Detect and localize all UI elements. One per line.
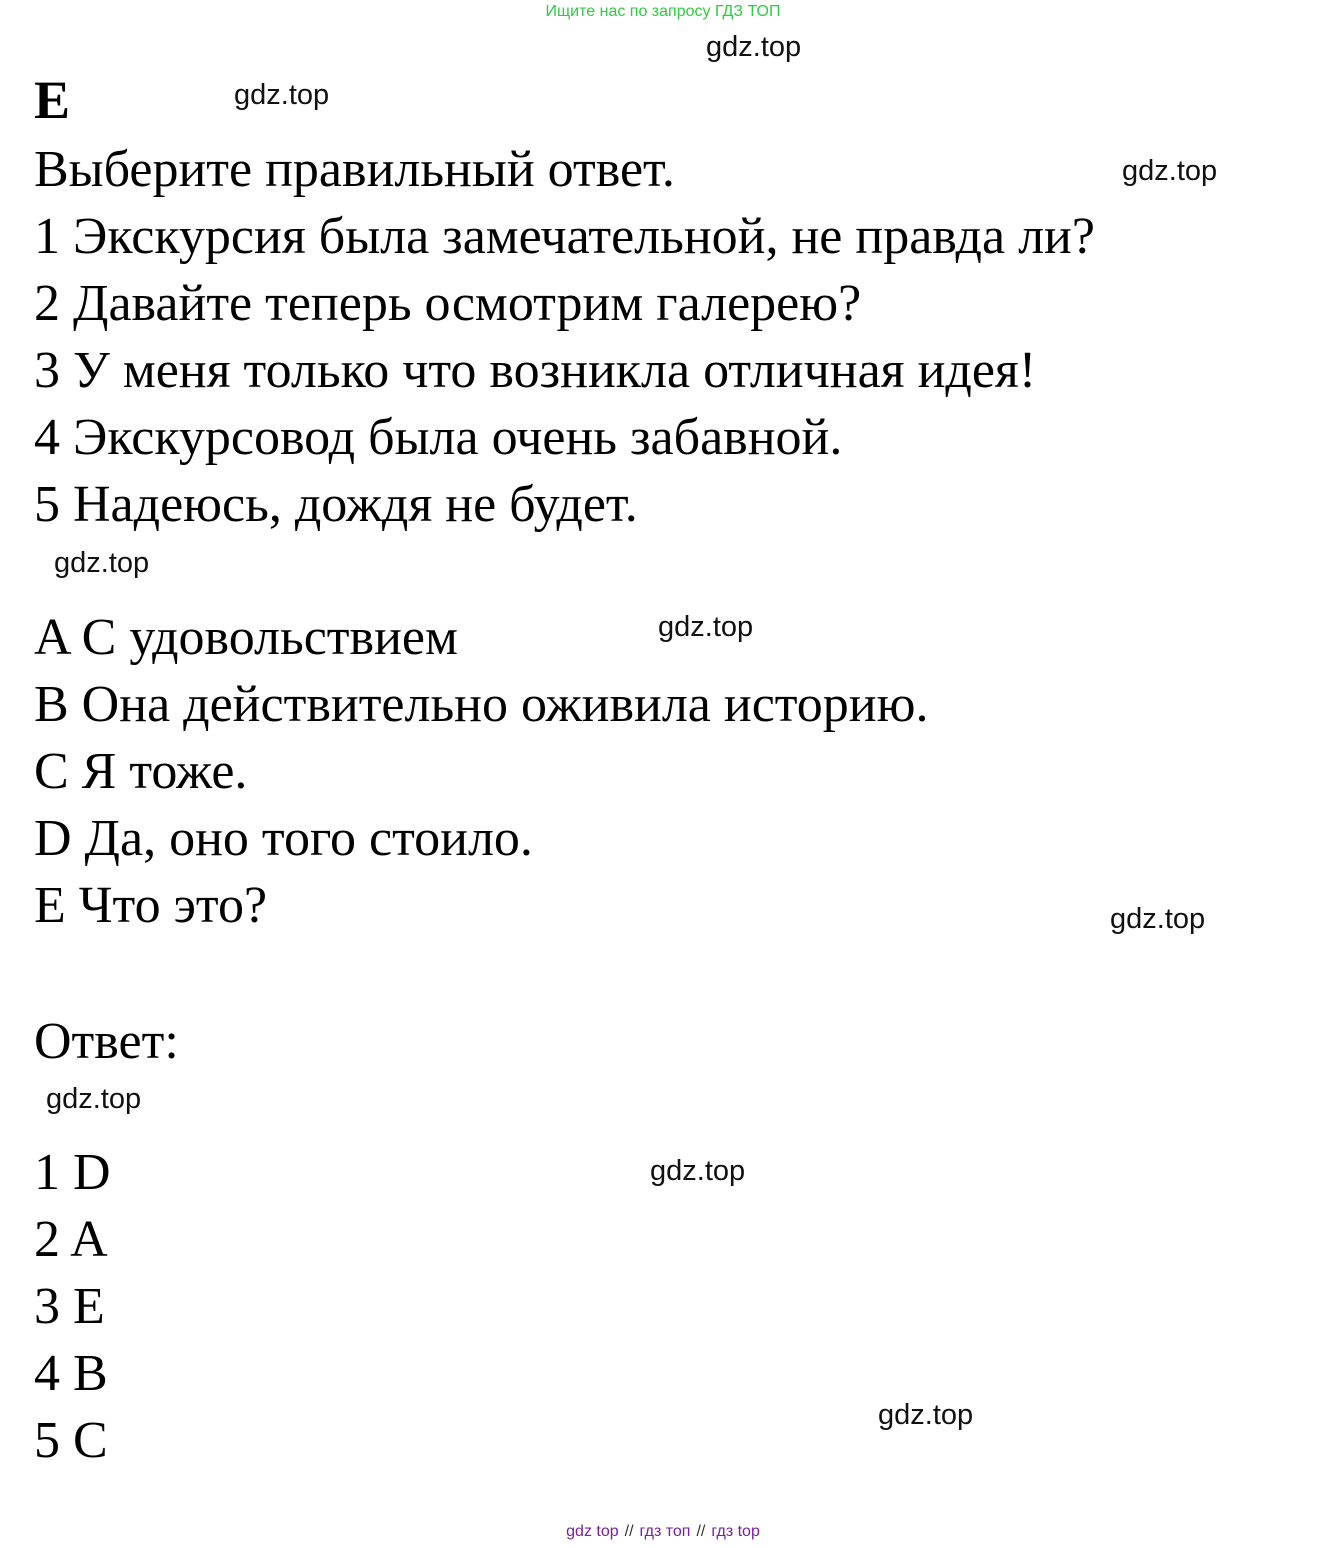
- response-item: C Я тоже.: [34, 743, 248, 800]
- footer-separator: //: [624, 1523, 634, 1540]
- statement-item: 3 У меня только что возникла отличная идея!: [34, 342, 1037, 399]
- watermark: gdz.top: [46, 1083, 142, 1115]
- footer-link[interactable]: gdz top: [566, 1523, 619, 1540]
- answer-heading: Ответ:: [34, 1013, 179, 1070]
- watermark: gdz.top: [878, 1399, 974, 1431]
- footer-separator: //: [696, 1523, 706, 1540]
- response-item: B Она действительно оживила историю.: [34, 676, 929, 733]
- answer-item: 1 D: [34, 1144, 111, 1201]
- watermark: gdz.top: [54, 547, 150, 579]
- watermark: gdz.top: [658, 611, 754, 643]
- answer-item: 2 A: [34, 1211, 108, 1268]
- watermark: gdz.top: [706, 31, 802, 63]
- answer-item: 3 E: [34, 1278, 105, 1335]
- watermark: gdz.top: [1110, 903, 1206, 935]
- statement-item: 2 Давайте теперь осмотрим галерею?: [34, 275, 862, 332]
- response-item: D Да, оно того стоило.: [34, 810, 533, 867]
- footer-link[interactable]: гдз топ: [639, 1523, 691, 1540]
- top-banner: Ищите нас по запросу ГДЗ ТОП: [545, 3, 781, 20]
- watermark: gdz.top: [650, 1155, 746, 1187]
- watermark: gdz.top: [234, 79, 330, 111]
- footer-links: [0, 1522, 1326, 1542]
- footer-link[interactable]: гдз top: [711, 1523, 760, 1540]
- watermark: gdz.top: [1122, 155, 1218, 187]
- section-letter: E: [34, 70, 71, 130]
- statement-item: 1 Экскурсия была замечательной, не правда ли?: [34, 208, 1095, 265]
- statement-item: 5 Надеюсь, дождя не будет.: [34, 476, 638, 533]
- response-item: A С удовольствием: [34, 609, 458, 666]
- answer-item: 5 C: [34, 1412, 108, 1469]
- instruction: Выберите правильный ответ.: [34, 141, 675, 198]
- answer-item: 4 B: [34, 1345, 108, 1402]
- response-item: E Что это?: [34, 877, 268, 934]
- statement-item: 4 Экскурсовод была очень забавной.: [34, 409, 843, 466]
